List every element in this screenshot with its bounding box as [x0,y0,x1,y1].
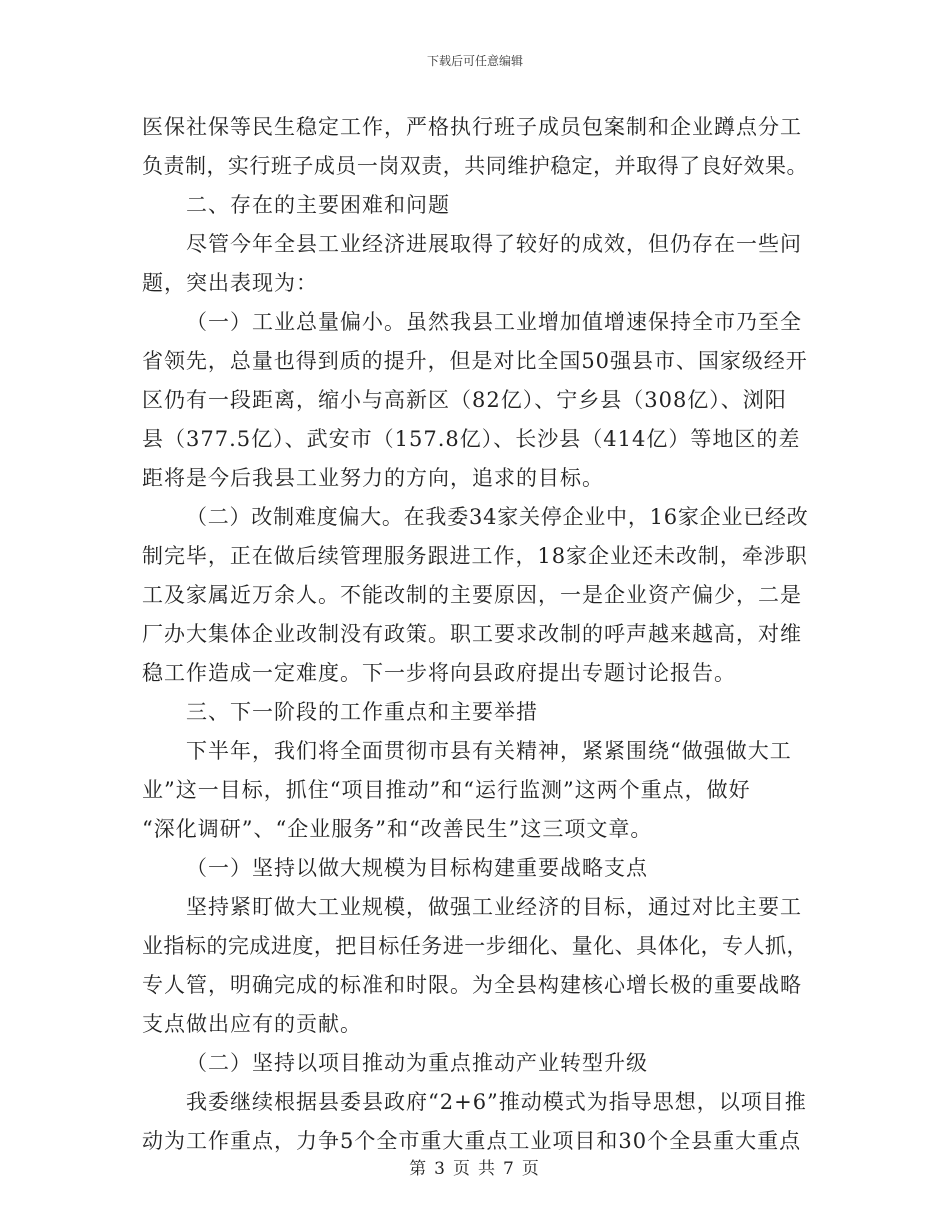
text-line: 县（377.5亿）、武安市（157.8亿）、长沙县（414亿）等地区的差 [142,427,801,451]
text-line: 专人管，明确完成的标准和时限。为全县构建核心增长极的重要战略 [142,973,802,997]
document-body [142,108,808,1161]
text-line: 三、下一阶段的工作重点和主要举措 [186,700,538,724]
text-line: 尽管今年全县工业经济进展取得了较好的成效，但仍存在一些问 [186,232,802,256]
text-line: 二、存在的主要困难和问题 [186,193,450,217]
footer-page-label: 页 [453,1159,472,1179]
text-line: 坚持紧盯做大工业规模，做强工业经济的目标，通过对比主要工 [186,895,802,919]
text-line: 区仍有一段距离，缩小与高新区（82亿）、宁乡县（308亿）、浏阳 [142,388,787,412]
text-line: 工及家属近万余人。不能改制的主要原因，一是企业资产偏少，二是 [142,583,802,607]
text-line: 我委继续根据县委县政府“2+6”推动模式为指导思想，以项目推 [186,1090,807,1114]
text-line: “深化调研”、“企业服务”和“改善民生”这三项文章。 [142,817,653,841]
footer-prefix: 第 [409,1159,429,1179]
page-header: 下载后可任意编辑 [426,54,523,68]
text-line: （一）工业总量偏小。虽然我县工业增加值增速保持全市乃至全 [186,310,802,334]
text-line: 医保社保等民生稳定工作，严格执行班子成员包案制和企业蹲点分工 [142,115,802,139]
text-line: 题，突出表现为： [142,271,318,295]
text-line: （二）改制难度偏大。在我委34家关停企业中，16家企业已经改 [186,505,809,529]
text-line: 稳工作造成一定难度。下一步将向县政府提出专题讨论报告。 [142,661,736,685]
footer-suffix: 页 [521,1159,541,1179]
text-line: 业”这一目标，抓住“项目推动”和“运行监测”这两个重点，做好 [142,778,751,802]
text-line: 厂办大集体企业改制没有政策。职工要求改制的呼声越来越高，对维 [142,622,802,646]
page-footer [0,1154,950,1179]
text-line: （二）坚持以项目推动为重点推动产业转型升级 [186,1051,648,1075]
text-line: 负责制，实行班子成员一岗双责，共同维护稳定，并取得了良好效果。 [142,154,808,178]
footer-total-pages: 7 [503,1159,516,1179]
footer-page-number: 3 [434,1159,447,1179]
text-line: 距将是今后我县工业努力的方向，追求的目标。 [142,466,604,490]
text-line: 下半年，我们将全面贯彻市县有关精神，紧紧围绕“做强做大工 [186,739,792,763]
text-line: （一）坚持以做大规模为目标构建重要战略支点 [186,856,648,880]
text-line: 业指标的完成进度，把目标任务进一步细化、量化、具体化，专人抓， [142,934,808,958]
text-line: 省领先，总量也得到质的提升，但是对比全国50强县市、国家级经开 [142,349,808,373]
text-line: 动为工作重点，力争5个全市重大重点工业项目和30个全县重大重点 [142,1129,802,1153]
text-line: 制完毕，正在做后续管理服务跟进工作，18家企业还未改制，牵涉职 [142,544,808,568]
footer-total-label: 共 [478,1159,497,1179]
text-line: 支点做出应有的贡献。 [142,1012,362,1036]
